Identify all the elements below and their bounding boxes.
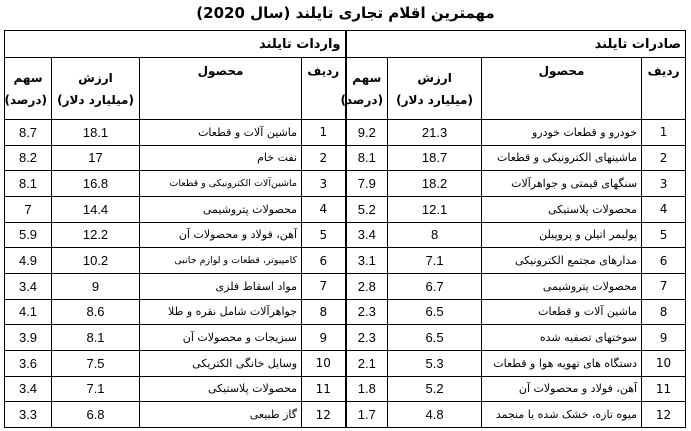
exports-value-cell: 4.8 xyxy=(388,402,482,428)
exports-share-cell: 5.2 xyxy=(346,196,388,222)
exports-value-cell: 7.1 xyxy=(388,248,482,274)
exports-row-number: 11 xyxy=(642,376,686,402)
imports-share-header-line1: سهم xyxy=(13,70,43,85)
exports-share-cell: 8.1 xyxy=(346,145,388,171)
imports-heading: واردات تایلند xyxy=(5,31,346,58)
exports-value-header-line1: ارزش xyxy=(417,70,452,85)
imports-share-cell: 3.6 xyxy=(5,350,52,376)
exports-row-number: 12 xyxy=(642,402,686,428)
imports-row-number: 12 xyxy=(302,402,346,428)
imports-row-number: 7 xyxy=(302,273,346,299)
exports-value-cell: 18.2 xyxy=(388,171,482,197)
exports-product-cell: سوختهای تصفیه شده xyxy=(482,325,642,351)
exports-share-header-line2: (درصد) xyxy=(340,92,384,107)
imports-row-number: 10 xyxy=(302,350,346,376)
table-row xyxy=(5,325,686,351)
trade-items-table xyxy=(4,30,686,428)
exports-share-header-line1: سهم xyxy=(352,70,382,85)
imports-row-number: 2 xyxy=(302,145,346,171)
imports-row-number: 3 xyxy=(302,171,346,197)
imports-value-header-line2: (میلیارد دلار) xyxy=(57,92,134,107)
imports-product-header: محصول xyxy=(140,58,302,120)
imports-share-cell: 3.3 xyxy=(5,402,52,428)
imports-share-cell: 3.9 xyxy=(5,325,52,351)
exports-value-header xyxy=(388,58,482,120)
exports-product-cell: ماشین آلات و قطعات xyxy=(482,299,642,325)
imports-value-cell: 7.1 xyxy=(52,376,140,402)
exports-share-cell: 2.8 xyxy=(346,273,388,299)
trade-table-body xyxy=(5,120,686,428)
table-row xyxy=(5,145,686,171)
exports-product-cell: آهن، فولاد و محصولات آن xyxy=(482,376,642,402)
table-row xyxy=(5,402,686,428)
imports-product-cell: محصولات پتروشیمی xyxy=(140,196,302,222)
table-row xyxy=(5,350,686,376)
imports-product-cell: سبزیجات و محصولات آن xyxy=(140,325,302,351)
imports-value-cell: 8.6 xyxy=(52,299,140,325)
imports-product-cell: جواهرآلات شامل نقره و طلا xyxy=(140,299,302,325)
exports-share-cell: 3.4 xyxy=(346,222,388,248)
imports-value-cell: 6.8 xyxy=(52,402,140,428)
exports-product-cell: محصولات پلاستیکی xyxy=(482,196,642,222)
table-row xyxy=(5,120,686,146)
exports-product-cell: دستگاه های تهویه هوا و قطعات xyxy=(482,350,642,376)
imports-share-cell: 8.2 xyxy=(5,145,52,171)
exports-value-cell: 6.5 xyxy=(388,325,482,351)
page-title: مهمترین اقلام تجاری تایلند (سال 2020) xyxy=(196,4,495,22)
imports-value-cell: 16.8 xyxy=(52,171,140,197)
imports-value-cell: 12.2 xyxy=(52,222,140,248)
exports-row-number: 9 xyxy=(642,325,686,351)
exports-row-number: 5 xyxy=(642,222,686,248)
exports-value-cell: 6.7 xyxy=(388,273,482,299)
imports-product-cell: گاز طبیعی xyxy=(140,402,302,428)
exports-value-cell: 18.7 xyxy=(388,145,482,171)
imports-row-number: 6 xyxy=(302,248,346,274)
exports-share-header xyxy=(340,58,388,120)
exports-row-number: 10 xyxy=(642,350,686,376)
imports-value-header xyxy=(52,58,140,120)
table-row xyxy=(5,299,686,325)
imports-share-header-line2: (درصد) xyxy=(4,92,48,107)
exports-value-header-line2: (میلیارد دلار) xyxy=(396,92,473,107)
imports-value-cell: 18.1 xyxy=(52,120,140,146)
exports-row-number: 7 xyxy=(642,273,686,299)
exports-value-cell: 8 xyxy=(388,222,482,248)
exports-value-cell: 21.3 xyxy=(388,120,482,146)
table-row xyxy=(5,248,686,274)
imports-product-cell: ماشین‌آلات الکترونیکی و قطعات xyxy=(140,171,302,197)
exports-share-cell: 2.3 xyxy=(346,325,388,351)
exports-product-cell: پولیمر اتیلن و پروپیلن xyxy=(482,222,642,248)
imports-share-cell: 8.1 xyxy=(5,171,52,197)
exports-share-cell: 1.7 xyxy=(346,402,388,428)
imports-value-cell: 8.1 xyxy=(52,325,140,351)
exports-value-cell: 6.5 xyxy=(388,299,482,325)
imports-share-cell: 8.7 xyxy=(5,120,52,146)
exports-share-cell: 2.3 xyxy=(346,299,388,325)
exports-product-cell: محصولات پتروشیمی xyxy=(482,273,642,299)
imports-product-cell: آهن، فولاد و محصولات آن xyxy=(140,222,302,248)
exports-share-cell: 9.2 xyxy=(346,120,388,146)
exports-share-cell: 2.1 xyxy=(346,350,388,376)
imports-product-cell: مواد اسقاط فلزی xyxy=(140,273,302,299)
imports-value-cell: 7.5 xyxy=(52,350,140,376)
imports-share-cell: 4.9 xyxy=(5,248,52,274)
exports-row-number: 3 xyxy=(642,171,686,197)
table-row xyxy=(5,222,686,248)
imports-value-cell: 17 xyxy=(52,145,140,171)
imports-row-header: ردیف xyxy=(302,58,346,120)
imports-product-cell: کامپیوتر، قطعات و لوازم جانبی xyxy=(140,248,302,274)
imports-row-number: 5 xyxy=(302,222,346,248)
exports-row-number: 8 xyxy=(642,299,686,325)
exports-share-cell: 3.1 xyxy=(346,248,388,274)
exports-value-cell: 5.2 xyxy=(388,376,482,402)
exports-value-cell: 12.1 xyxy=(388,196,482,222)
imports-value-header-line1: ارزش xyxy=(78,70,113,85)
exports-row-number: 1 xyxy=(642,120,686,146)
exports-share-cell: 1.8 xyxy=(346,376,388,402)
imports-value-cell: 14.4 xyxy=(52,196,140,222)
imports-row-number: 9 xyxy=(302,325,346,351)
table-row xyxy=(5,196,686,222)
exports-row-number: 4 xyxy=(642,196,686,222)
imports-share-header xyxy=(5,58,52,120)
exports-row-header: ردیف xyxy=(642,58,686,120)
exports-product-cell: میوه تازه، خشک شده یا منجمد xyxy=(482,402,642,428)
imports-value-cell: 9 xyxy=(52,273,140,299)
imports-share-cell: 3.4 xyxy=(5,273,52,299)
imports-share-cell: 7 xyxy=(5,196,52,222)
exports-product-cell: سنگهای قیمتی و جواهرآلات xyxy=(482,171,642,197)
imports-product-cell: وسایل خانگی الکتریکی xyxy=(140,350,302,376)
imports-product-cell: محصولات پلاستیکی xyxy=(140,376,302,402)
imports-row-number: 4 xyxy=(302,196,346,222)
imports-share-cell: 3.4 xyxy=(5,376,52,402)
table-row xyxy=(5,273,686,299)
imports-value-cell: 10.2 xyxy=(52,248,140,274)
exports-product-cell: مدارهای مجتمع الکترونیکی xyxy=(482,248,642,274)
imports-product-cell: نفت خام xyxy=(140,145,302,171)
imports-row-number: 1 xyxy=(302,120,346,146)
exports-row-number: 6 xyxy=(642,248,686,274)
imports-share-cell: 4.1 xyxy=(5,299,52,325)
exports-value-cell: 5.3 xyxy=(388,350,482,376)
exports-product-header: محصول xyxy=(482,58,642,120)
imports-row-number: 8 xyxy=(302,299,346,325)
imports-share-cell: 5.9 xyxy=(5,222,52,248)
imports-row-number: 11 xyxy=(302,376,346,402)
exports-share-cell: 7.9 xyxy=(346,171,388,197)
exports-heading: صادرات تایلند xyxy=(346,31,686,58)
exports-product-cell: خودرو و قطعات خودرو xyxy=(482,120,642,146)
exports-product-cell: ماشینهای الکترونیکی و قطعات xyxy=(482,145,642,171)
table-row xyxy=(5,376,686,402)
table-row xyxy=(5,171,686,197)
exports-row-number: 2 xyxy=(642,145,686,171)
imports-product-cell: ماشین آلات و قطعات xyxy=(140,120,302,146)
